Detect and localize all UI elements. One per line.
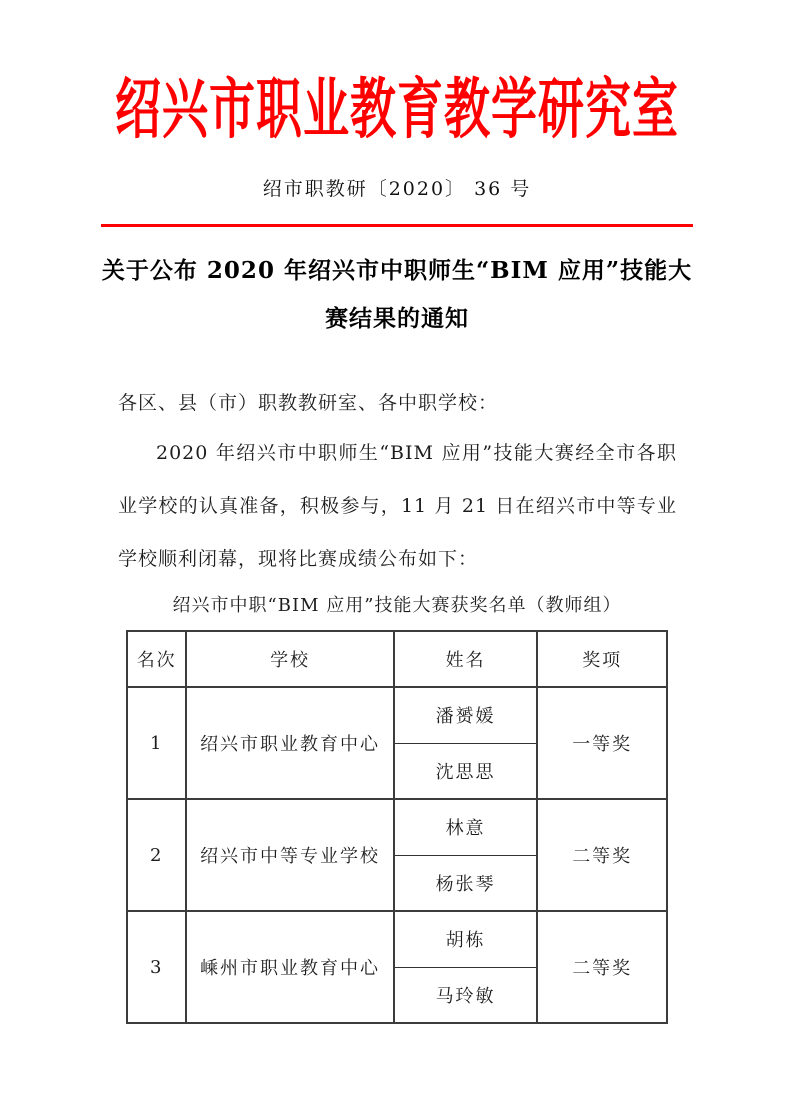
name-cell: 杨张琴 [394, 855, 538, 911]
notice-title-line1: 关于公布 2020 年绍兴市中职师生“BIM 应用”技能大 [101, 257, 693, 284]
table-row [127, 799, 667, 855]
table-row [127, 687, 667, 743]
header-school: 学校 [186, 631, 393, 687]
header-rank: 名次 [127, 631, 186, 687]
school-cell: 绍兴市中等专业学校 [186, 799, 393, 911]
rank-cell: 2 [127, 799, 186, 911]
award-cell: 二等奖 [537, 799, 667, 911]
notice-title [0, 247, 794, 343]
awards-table [126, 630, 668, 1024]
header-name: 姓名 [394, 631, 538, 687]
name-cell: 马玲敏 [394, 967, 538, 1023]
award-cell: 一等奖 [537, 687, 667, 799]
notice-title-line2: 赛结果的通知 [325, 305, 469, 332]
table-header-row [127, 631, 667, 687]
red-divider-line [101, 224, 693, 227]
document-number: 绍市职教研〔2020〕 36 号 [262, 178, 532, 200]
award-cell: 二等奖 [537, 911, 667, 1023]
salutation: 各区、县（市）职教教研室、各中职学校： [118, 392, 499, 414]
rank-cell: 1 [127, 687, 186, 799]
letterhead-title: 绍兴市职业教育教学研究室 [115, 70, 679, 148]
name-cell: 潘赟媛 [394, 687, 538, 743]
name-cell: 林意 [394, 799, 538, 855]
awards-table-caption: 绍兴市中职“BIM 应用”技能大赛获奖名单（教师组） [172, 595, 622, 616]
school-cell: 绍兴市职业教育中心 [186, 687, 393, 799]
header-award: 奖项 [537, 631, 667, 687]
body-paragraph: 2020 年绍兴市中职师生“BIM 应用”技能大赛经全市各职业学校的认真准备，积极参与，11 月 21 日在绍兴市中等专业学校顺利闭幕，现将比赛成绩公布如下： [118, 442, 677, 570]
name-cell: 胡栋 [394, 911, 538, 967]
school-cell: 嵊州市职业教育中心 [186, 911, 393, 1023]
table-row [127, 911, 667, 967]
rank-cell: 3 [127, 911, 186, 1023]
name-cell: 沈思思 [394, 743, 538, 799]
